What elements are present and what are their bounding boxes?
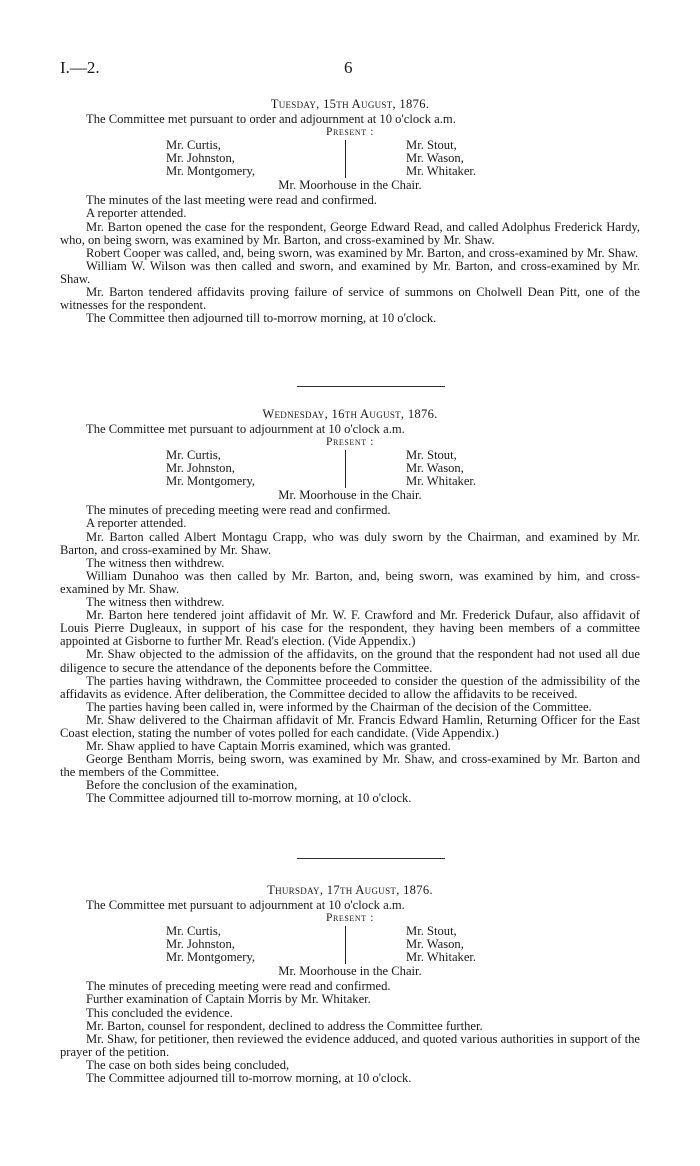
member-name: Mr. Curtis, (166, 924, 221, 939)
page-number: 6 (344, 58, 353, 77)
present-label: Present : (325, 126, 375, 139)
members-right-column (406, 925, 476, 964)
present-label: Present : (325, 912, 375, 925)
member-name: Mr. Johnston, (166, 461, 235, 476)
minute-paragraph: Before the conclusion of the examination, (86, 778, 298, 793)
members-right-column (406, 449, 476, 488)
minute-paragraph: The Committee adjourned till to-morrow morning, at 10 o'clock. (86, 1071, 412, 1086)
minute-paragraph: Robert Cooper was called, and, being sworn, was examined by Mr. Barton, and cross-examined by Mr. Shaw. (86, 245, 639, 260)
minute-paragraph: The case on both sides being concluded, (86, 1057, 290, 1072)
minutes-section-wednesday (60, 408, 640, 806)
chairman-line: Mr. Moorhouse in the Chair. (278, 178, 422, 193)
column-divider (345, 450, 346, 488)
section-divider (297, 858, 445, 859)
minute-paragraph: The Committee adjourned till to-morrow morning, at 10 o'clock. (86, 791, 412, 806)
minutes-section-tuesday (60, 98, 640, 325)
minute-paragraph: Mr. Barton opened the case for the respondent, George Edward Read, and called Adolphus Frederick Hardy, who, on being sworn, was examined by Mr. Barton, and cross-examined by Mr. Shaw. (60, 219, 640, 247)
member-name: Mr. Johnston, (166, 937, 235, 952)
minute-paragraph: The minutes of the last meeting were read and confirmed. (86, 193, 377, 208)
minute-paragraph: A reporter attended. (86, 206, 187, 221)
members-present (60, 925, 640, 965)
meeting-intro: The Committee met pursuant to adjournment at 10 o'clock a.m. (86, 422, 405, 437)
member-name: Mr. Stout, (406, 924, 457, 939)
member-name: Mr. Wason, (406, 461, 464, 476)
minute-paragraph: William W. Wilson was then called and sworn, and examined by Mr. Barton, and cross-examined by Mr. Shaw. (60, 258, 640, 286)
member-name: Mr. Montgomery, (166, 164, 256, 179)
meeting-intro: The Committee met pursuant to order and adjournment at 10 o'clock a.m. (86, 112, 456, 127)
minute-paragraph: Mr. Barton called Albert Montagu Crapp, who was duly sworn by the Chairman, and examined by Mr. Barton, and cross-examined by Mr. Shaw. (60, 529, 640, 557)
present-label: Present : (325, 436, 375, 449)
member-name: Mr. Wason, (406, 937, 464, 952)
member-name: Mr. Montgomery, (166, 950, 256, 965)
minute-paragraph: Mr. Barton tendered affidavits proving failure of service of summons on Cholwell Dean Pitt, one of the witnesses for the respondent. (60, 285, 640, 313)
minute-paragraph: Mr. Shaw delivered to the Chairman affidavit of Mr. Francis Edward Hamlin, Returning Officer for the East Coast election, stating the number of votes polled for each candidate. (Vide Appendix.) (60, 712, 640, 740)
minute-paragraph: Further examination of Captain Morris by Mr. Whitaker. (86, 992, 371, 1007)
minute-paragraph: Mr. Shaw objected to the admission of the affidavits, on the ground that the respondent had not used all due diligence to secure the attendance of the deponents before the Committee. (60, 647, 640, 675)
members-present (60, 139, 640, 179)
minute-paragraph: The parties having been called in, were informed by the Chairman of the decision of the Committee. (86, 699, 592, 714)
member-name: Mr. Stout, (406, 448, 457, 463)
section-divider (297, 386, 445, 387)
minute-paragraph: The minutes of preceding meeting were read and confirmed. (86, 979, 391, 994)
minute-paragraph: This concluded the evidence. (86, 1005, 233, 1020)
meeting-date: Thursday, 17th August, 1876. (267, 883, 433, 897)
minute-paragraph: William Dunahoo was then called by Mr. Barton, and, being sworn, was examined by him, and cross-examined by Mr. Shaw. (60, 568, 640, 596)
minute-paragraph: Mr. Shaw applied to have Captain Morris examined, which was granted. (86, 739, 451, 754)
minute-paragraph: A reporter attended. (86, 516, 187, 531)
column-divider (345, 926, 346, 964)
minute-paragraph: George Bentham Morris, being sworn, was examined by Mr. Shaw, and cross-examined by Mr. Barton and the members of the Committee. (60, 752, 640, 780)
member-name: Mr. Whitaker. (406, 950, 477, 965)
meeting-date: Wednesday, 16th August, 1876. (262, 407, 438, 421)
members-left-column (166, 449, 255, 488)
chairman-line: Mr. Moorhouse in the Chair. (278, 488, 422, 503)
member-name: Mr. Johnston, (166, 151, 235, 166)
chairman-line: Mr. Moorhouse in the Chair. (278, 964, 422, 979)
minute-paragraph: The Committee then adjourned till to-morrow morning, at 10 o'clock. (86, 311, 437, 326)
minute-paragraph: The witness then withdrew. (86, 555, 225, 570)
minute-paragraph: Mr. Barton here tendered joint affidavit of Mr. W. F. Crawford and Mr. Frederick Dufaur, also affidavit of Louis Pierre Dugleaux, in support of his case for the respondent, they having been members of a committee appointed at Gisborne to further Mr. Read's election. (Vide Appendix.) (60, 608, 640, 649)
member-name: Mr. Curtis, (166, 448, 221, 463)
member-name: Mr. Curtis, (166, 138, 221, 153)
members-left-column (166, 925, 255, 964)
meeting-intro: The Committee met pursuant to adjournment at 10 o'clock a.m. (86, 898, 405, 913)
member-name: Mr. Montgomery, (166, 474, 256, 489)
minute-paragraph: Mr. Barton, counsel for respondent, declined to address the Committee further. (86, 1018, 483, 1033)
member-name: Mr. Stout, (406, 138, 457, 153)
minutes-section-thursday (60, 884, 640, 1085)
document-reference: I.—2. (60, 58, 100, 77)
meeting-date: Tuesday, 15th August, 1876. (270, 97, 430, 111)
member-name: Mr. Whitaker. (406, 474, 477, 489)
members-left-column (166, 139, 255, 178)
minute-paragraph: The parties having withdrawn, the Committee proceeded to consider the question of the admissibility of the affidavits as evidence. After deliberation, the Committee decided to allow the affidavits to be received. (60, 673, 640, 701)
members-right-column (406, 139, 476, 178)
column-divider (345, 140, 346, 178)
members-present (60, 449, 640, 489)
minute-paragraph: Mr. Shaw, for petitioner, then reviewed the evidence adduced, and quoted various authorities in support of the prayer of the petition. (60, 1031, 640, 1059)
member-name: Mr. Whitaker. (406, 164, 477, 179)
minute-paragraph: The minutes of preceding meeting were read and confirmed. (86, 503, 391, 518)
minute-paragraph: The witness then withdrew. (86, 595, 225, 610)
member-name: Mr. Wason, (406, 151, 464, 166)
